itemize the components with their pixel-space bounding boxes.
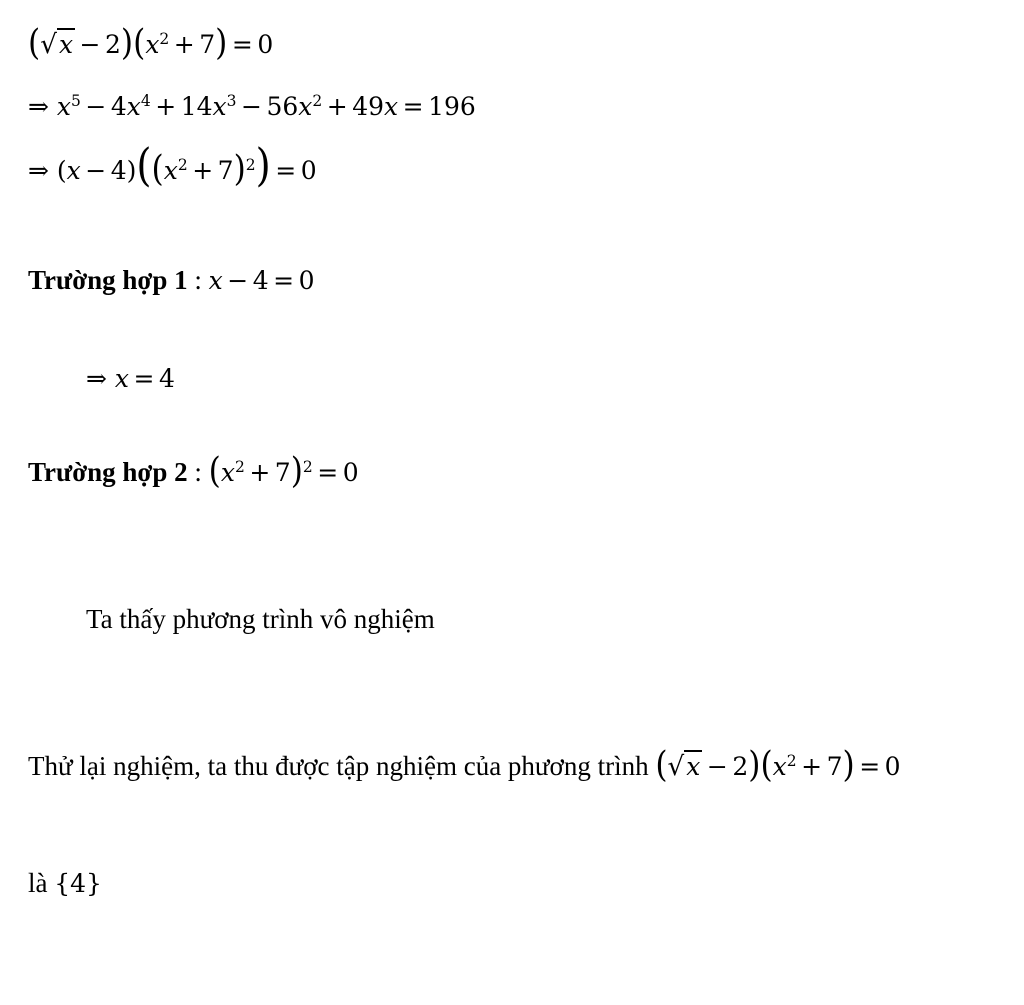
sqrt-x: √x <box>40 30 74 60</box>
case-1-label: Trường hợp 1 <box>28 265 188 295</box>
solution-set-label: là <box>28 868 48 898</box>
case-2 <box>28 450 359 492</box>
conclusion-equation: $(√x - 2)(x^2 + 7) = 0$ <box>655 744 901 786</box>
case-1 <box>28 263 314 298</box>
equation-original: $(√x - 2)(x^2 + 7) = 0$ <box>28 22 274 64</box>
conclusion <box>28 744 901 786</box>
no-solution-text: Ta thấy phương trình vô nghiệm <box>86 604 435 634</box>
equation-factored: ⇒ $(x - 4)((x^2 + 7)^2) = 0$ <box>28 140 317 193</box>
case-1-result: ⇒ x = 4 <box>86 364 175 393</box>
conclusion-text: Thử lại nghiệm, ta thu được tập nghiệm của phương trình <box>28 751 649 781</box>
case-2-colon: : <box>194 457 202 487</box>
case-1-colon: : <box>194 265 202 295</box>
solution-set <box>28 866 102 901</box>
equation-expanded: ⇒ $x^5 - 4x^4 + 14x^3 - 56x^2 + 49x = 196$ <box>28 92 476 121</box>
solution-set-value: {4} <box>54 869 102 898</box>
case-2-label: Trường hợp 2 <box>28 457 188 487</box>
case-2-equation: $(x^2 + 7)^2 = 0$ <box>208 450 359 492</box>
case-1-equation: x − 4 = 0 <box>208 266 315 295</box>
